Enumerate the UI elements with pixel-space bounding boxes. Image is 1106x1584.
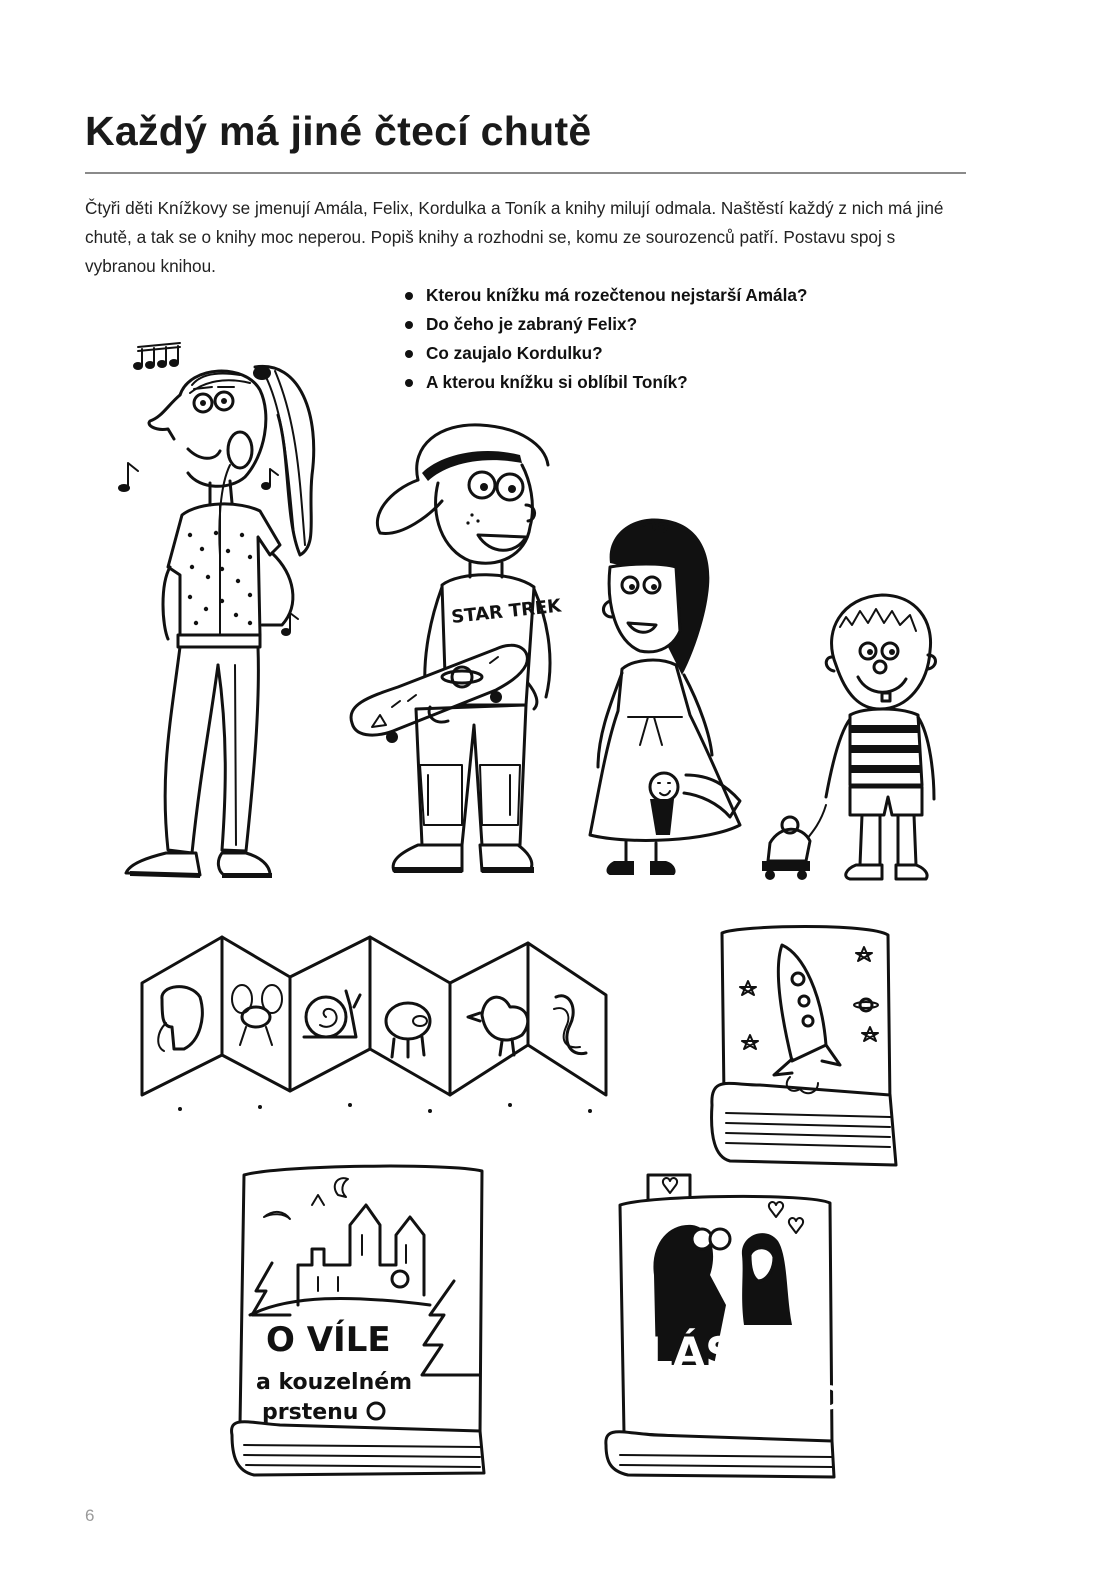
question-item: A kterou knížku si oblíbil Toník? xyxy=(405,368,807,397)
book-fairy-subtitle: a kouzelném xyxy=(256,1370,413,1395)
figure-tonik xyxy=(762,595,936,880)
page-title: Každý má jiné čtecí chutě xyxy=(85,108,592,154)
page-number: 6 xyxy=(85,1506,95,1525)
question-item: Kterou knížku má rozečtenou nejstarší Amála? xyxy=(405,281,807,310)
book-love xyxy=(606,1175,867,1477)
book-fairy-subtitle: prstenu xyxy=(262,1400,359,1425)
book-love-subtitle: AŽ ZA HROB xyxy=(646,1379,868,1417)
intro-paragraph: Čtyři děti Knížkovy se jmenují Amála, Felix, Kordulka a Toník a knihy milují odmala. Naštěstí každý z nich má jiné chutě, a tak se o knihy moc neperou. Popiš knihy a rozhodni se, komu ze sourozenců patří. Postavu spoj s vybranou knihou. xyxy=(85,198,944,276)
book-love-title: LÁSKA xyxy=(646,1328,801,1377)
book-fairy-title: O VÍLE xyxy=(266,1320,391,1360)
question-item: Do čeho je zabraný Felix? xyxy=(405,310,807,339)
book-leporello xyxy=(142,937,606,1113)
illustration-area xyxy=(50,305,1010,1480)
book-rocket xyxy=(712,927,896,1166)
title-divider xyxy=(85,172,966,174)
illustration-svg xyxy=(50,305,1010,1480)
figure-kordulka xyxy=(590,518,740,875)
shirt-text: STAR TREK xyxy=(450,595,563,628)
figure-felix xyxy=(351,425,563,873)
question-item: Co zaujalo Kordulku? xyxy=(405,339,807,368)
figure-amala xyxy=(118,343,314,878)
book-fairy xyxy=(232,1166,484,1475)
